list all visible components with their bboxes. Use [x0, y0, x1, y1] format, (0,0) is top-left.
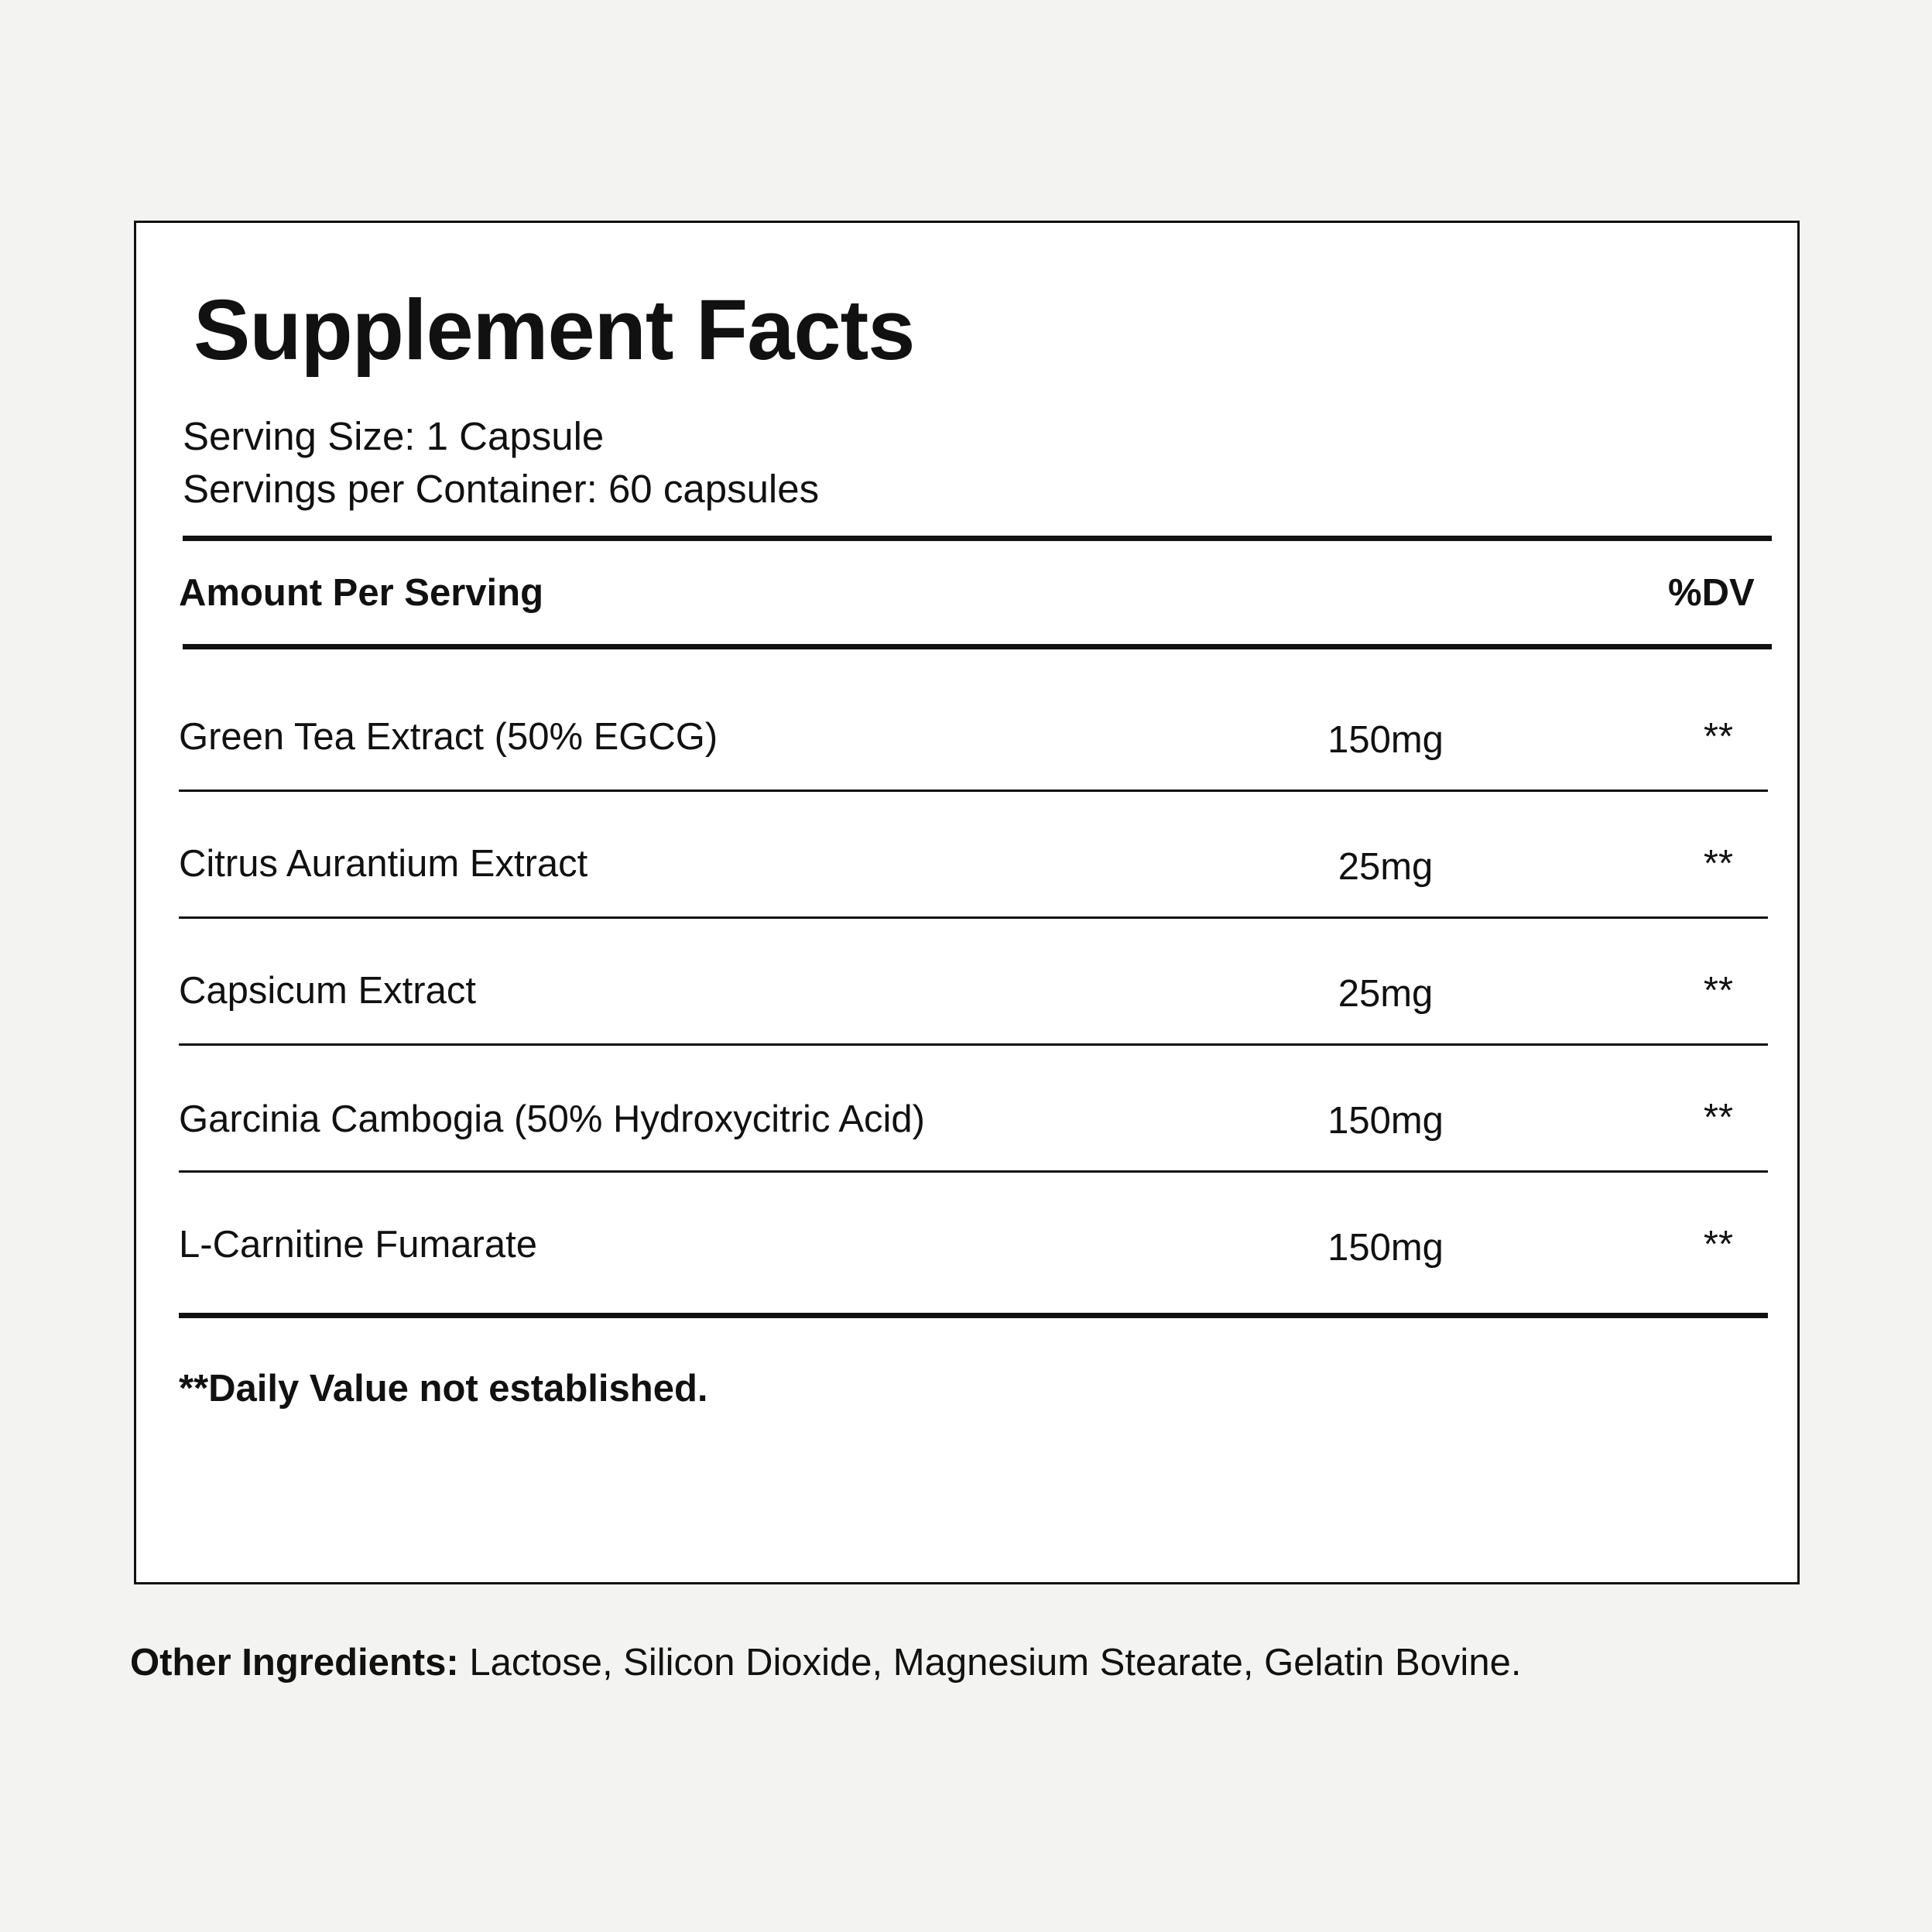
- row-divider: [179, 1043, 1768, 1046]
- ingredient-dv: **: [1703, 1097, 1734, 1139]
- page-title: Supplement Facts: [194, 283, 915, 378]
- other-ingredients-label: Other Ingredients:: [130, 1642, 459, 1684]
- divider-header: [183, 644, 1772, 649]
- amount-per-serving-header: Amount Per Serving: [179, 572, 544, 614]
- other-ingredients-list: Lactose, Silicon Dioxide, Magnesium Stearate, Gelatin Bovine.: [458, 1642, 1522, 1684]
- ingredient-name: Citrus Aurantium Extract: [179, 843, 588, 885]
- ingredient-amount: 25mg: [1338, 846, 1434, 888]
- ingredient-dv: **: [1703, 716, 1734, 758]
- ingredient-amount: 25mg: [1338, 973, 1434, 1015]
- servings-per-container: Servings per Container: 60 capsules: [183, 467, 820, 511]
- row-divider: [179, 790, 1768, 792]
- divider-bottom: [179, 1313, 1768, 1318]
- ingredient-amount: 150mg: [1327, 719, 1444, 761]
- dv-header: %DV: [1668, 572, 1755, 614]
- other-ingredients: [130, 1644, 1521, 1682]
- daily-value-footnote: **Daily Value not established.: [179, 1368, 708, 1410]
- row-divider: [179, 916, 1768, 919]
- ingredient-name: Garcinia Cambogia (50% Hydroxycitric Acid): [179, 1098, 925, 1140]
- serving-size: Serving Size: 1 Capsule: [183, 414, 605, 458]
- row-divider: [179, 1170, 1768, 1173]
- ingredient-dv: **: [1703, 1224, 1734, 1266]
- ingredient-name: L-Carnitine Fumarate: [179, 1224, 537, 1266]
- ingredient-dv: **: [1703, 970, 1734, 1012]
- ingredient-dv: **: [1703, 843, 1734, 885]
- divider-top: [183, 536, 1772, 541]
- ingredient-amount: 150mg: [1327, 1100, 1444, 1142]
- ingredient-name: Capsicum Extract: [179, 970, 476, 1012]
- ingredient-name: Green Tea Extract (50% EGCG): [179, 716, 718, 758]
- ingredient-amount: 150mg: [1327, 1227, 1444, 1269]
